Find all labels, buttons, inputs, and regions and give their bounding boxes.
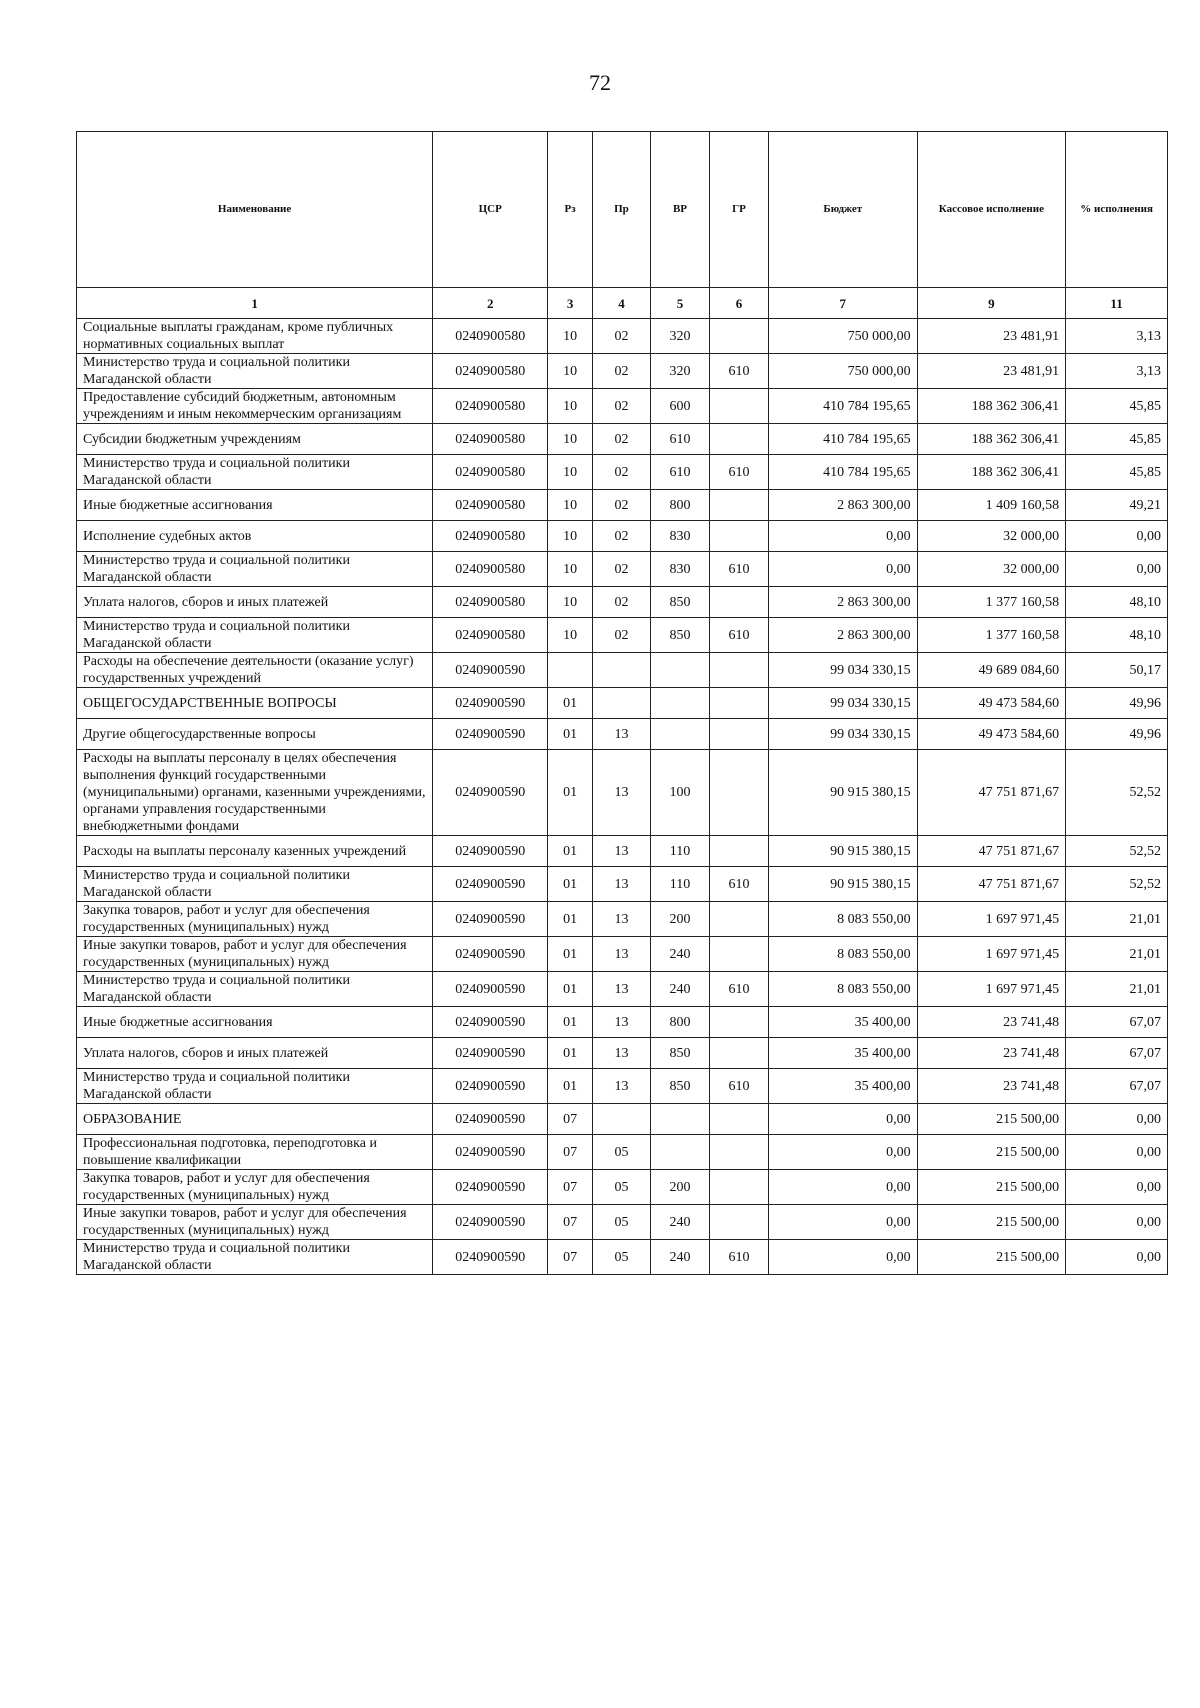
row-pr: 05 — [592, 1205, 650, 1240]
table-body — [77, 319, 1168, 1275]
row-csr: 0240900590 — [433, 1205, 548, 1240]
row-pct: 0,00 — [1066, 552, 1168, 587]
row-pr: 05 — [592, 1170, 650, 1205]
row-gr — [709, 653, 768, 688]
row-pr: 13 — [592, 902, 650, 937]
header-rz: Рз — [548, 132, 593, 288]
row-rz: 01 — [548, 1069, 593, 1104]
row-pr: 05 — [592, 1240, 650, 1275]
header-gr: ГР — [709, 132, 768, 288]
row-name: Расходы на выплаты персоналу казенных учреждений — [77, 836, 433, 867]
header-pct: % исполнения — [1066, 132, 1168, 288]
header-name: Наименование — [77, 132, 433, 288]
row-pr: 13 — [592, 972, 650, 1007]
row-name: ОБЩЕГОСУДАРСТВЕННЫЕ ВОПРОСЫ — [77, 688, 433, 719]
row-budget: 35 400,00 — [769, 1069, 918, 1104]
row-pct: 0,00 — [1066, 1104, 1168, 1135]
row-rz: 10 — [548, 490, 593, 521]
row-vr — [650, 653, 709, 688]
row-pr — [592, 653, 650, 688]
column-number: 5 — [650, 288, 709, 319]
row-vr: 240 — [650, 937, 709, 972]
row-gr: 610 — [709, 552, 768, 587]
table-row — [77, 688, 1168, 719]
row-cash: 23 741,48 — [917, 1038, 1066, 1069]
row-pr — [592, 688, 650, 719]
row-name: Субсидии бюджетным учреждениям — [77, 424, 433, 455]
row-rz: 10 — [548, 319, 593, 354]
row-rz: 01 — [548, 972, 593, 1007]
row-vr: 850 — [650, 587, 709, 618]
row-name: Закупка товаров, работ и услуг для обеспечения государственных (муниципальных) нужд — [77, 1170, 433, 1205]
row-rz: 01 — [548, 688, 593, 719]
row-csr: 0240900580 — [433, 587, 548, 618]
row-rz: 10 — [548, 424, 593, 455]
row-vr: 110 — [650, 867, 709, 902]
row-name: Министерство труда и социальной политики Магаданской области — [77, 1069, 433, 1104]
row-csr: 0240900590 — [433, 836, 548, 867]
row-pr: 02 — [592, 490, 650, 521]
row-rz: 01 — [548, 1007, 593, 1038]
row-vr: 200 — [650, 1170, 709, 1205]
row-pct: 3,13 — [1066, 319, 1168, 354]
table-row — [77, 653, 1168, 688]
row-pct: 45,85 — [1066, 389, 1168, 424]
row-pct: 52,52 — [1066, 750, 1168, 836]
row-pct: 52,52 — [1066, 836, 1168, 867]
row-cash: 49 473 584,60 — [917, 719, 1066, 750]
row-vr: 800 — [650, 490, 709, 521]
row-csr: 0240900590 — [433, 937, 548, 972]
row-budget: 2 863 300,00 — [769, 618, 918, 653]
table-row — [77, 1135, 1168, 1170]
row-vr: 850 — [650, 618, 709, 653]
row-pr: 02 — [592, 319, 650, 354]
row-cash: 1 697 971,45 — [917, 902, 1066, 937]
row-csr: 0240900590 — [433, 1135, 548, 1170]
row-pct: 3,13 — [1066, 354, 1168, 389]
header-budget: Бюджет — [769, 132, 918, 288]
row-name: Уплата налогов, сборов и иных платежей — [77, 1038, 433, 1069]
row-budget: 0,00 — [769, 1104, 918, 1135]
row-vr: 240 — [650, 972, 709, 1007]
row-gr — [709, 587, 768, 618]
row-rz: 01 — [548, 836, 593, 867]
row-gr: 610 — [709, 455, 768, 490]
table-row — [77, 972, 1168, 1007]
header-vr: ВР — [650, 132, 709, 288]
row-rz: 01 — [548, 719, 593, 750]
row-budget: 90 915 380,15 — [769, 836, 918, 867]
row-budget: 0,00 — [769, 521, 918, 552]
row-name: Расходы на выплаты персоналу в целях обеспечения выполнения функций государственными (муниципальными) органами, казенными учреждениями, органами управления государственными внебюджетными фондами — [77, 750, 433, 836]
row-vr: 600 — [650, 389, 709, 424]
row-pct: 49,96 — [1066, 688, 1168, 719]
row-cash: 188 362 306,41 — [917, 455, 1066, 490]
row-gr — [709, 750, 768, 836]
row-budget: 750 000,00 — [769, 319, 918, 354]
row-budget: 0,00 — [769, 1240, 918, 1275]
row-budget: 0,00 — [769, 1205, 918, 1240]
row-pr: 05 — [592, 1135, 650, 1170]
row-cash: 47 751 871,67 — [917, 750, 1066, 836]
row-rz: 10 — [548, 521, 593, 552]
row-budget: 0,00 — [769, 1170, 918, 1205]
row-vr — [650, 719, 709, 750]
row-pr: 13 — [592, 1007, 650, 1038]
page-number: 72 — [589, 70, 611, 95]
table-row — [77, 867, 1168, 902]
row-cash: 23 481,91 — [917, 319, 1066, 354]
table-row — [77, 1007, 1168, 1038]
row-name: Министерство труда и социальной политики Магаданской области — [77, 1240, 433, 1275]
row-cash: 1 697 971,45 — [917, 937, 1066, 972]
row-gr: 610 — [709, 1240, 768, 1275]
header-csr: ЦСР — [433, 132, 548, 288]
row-gr — [709, 836, 768, 867]
table-row — [77, 937, 1168, 972]
row-csr: 0240900590 — [433, 688, 548, 719]
row-cash: 215 500,00 — [917, 1240, 1066, 1275]
row-gr — [709, 1135, 768, 1170]
row-rz: 01 — [548, 902, 593, 937]
table-row — [77, 1170, 1168, 1205]
row-pct: 21,01 — [1066, 937, 1168, 972]
row-name: Предоставление субсидий бюджетным, автономным учреждениям и иным некоммерческим организациям — [77, 389, 433, 424]
row-vr — [650, 1104, 709, 1135]
row-gr: 610 — [709, 1069, 768, 1104]
row-cash: 215 500,00 — [917, 1104, 1066, 1135]
row-cash: 49 689 084,60 — [917, 653, 1066, 688]
row-pr: 13 — [592, 867, 650, 902]
row-csr: 0240900590 — [433, 1007, 548, 1038]
header-cash: Кассовое исполнение — [917, 132, 1066, 288]
row-rz: 10 — [548, 455, 593, 490]
row-rz — [548, 653, 593, 688]
row-cash: 23 481,91 — [917, 354, 1066, 389]
row-name: ОБРАЗОВАНИЕ — [77, 1104, 433, 1135]
row-name: Министерство труда и социальной политики Магаданской области — [77, 867, 433, 902]
column-number: 2 — [433, 288, 548, 319]
table-row — [77, 1205, 1168, 1240]
row-vr: 320 — [650, 354, 709, 389]
row-pct: 49,96 — [1066, 719, 1168, 750]
row-gr — [709, 1170, 768, 1205]
row-vr: 800 — [650, 1007, 709, 1038]
row-vr: 610 — [650, 424, 709, 455]
row-pr: 13 — [592, 836, 650, 867]
row-gr — [709, 1007, 768, 1038]
row-cash: 1 409 160,58 — [917, 490, 1066, 521]
table-row — [77, 1104, 1168, 1135]
row-pr: 13 — [592, 719, 650, 750]
table-row — [77, 902, 1168, 937]
table-row — [77, 354, 1168, 389]
row-budget: 99 034 330,15 — [769, 688, 918, 719]
row-csr: 0240900590 — [433, 972, 548, 1007]
row-gr — [709, 490, 768, 521]
row-pr: 13 — [592, 937, 650, 972]
row-name: Закупка товаров, работ и услуг для обеспечения государственных (муниципальных) нужд — [77, 902, 433, 937]
row-csr: 0240900590 — [433, 1170, 548, 1205]
row-gr — [709, 688, 768, 719]
row-rz: 07 — [548, 1170, 593, 1205]
row-vr: 100 — [650, 750, 709, 836]
row-pr: 02 — [592, 552, 650, 587]
row-budget: 0,00 — [769, 1135, 918, 1170]
table-row — [77, 521, 1168, 552]
row-name: Иные закупки товаров, работ и услуг для обеспечения государственных (муниципальных) нужд — [77, 1205, 433, 1240]
row-gr — [709, 902, 768, 937]
row-cash: 215 500,00 — [917, 1135, 1066, 1170]
row-name: Уплата налогов, сборов и иных платежей — [77, 587, 433, 618]
row-name: Министерство труда и социальной политики Магаданской области — [77, 354, 433, 389]
row-cash: 23 741,48 — [917, 1069, 1066, 1104]
row-gr: 610 — [709, 867, 768, 902]
column-number: 4 — [592, 288, 650, 319]
row-name: Социальные выплаты гражданам, кроме публичных нормативных социальных выплат — [77, 319, 433, 354]
table-row — [77, 552, 1168, 587]
row-pr: 02 — [592, 354, 650, 389]
row-pct: 67,07 — [1066, 1069, 1168, 1104]
row-gr — [709, 1104, 768, 1135]
row-pct: 67,07 — [1066, 1007, 1168, 1038]
table-row — [77, 455, 1168, 490]
table-row — [77, 319, 1168, 354]
row-cash: 1 697 971,45 — [917, 972, 1066, 1007]
row-pr: 02 — [592, 455, 650, 490]
row-name: Министерство труда и социальной политики Магаданской области — [77, 972, 433, 1007]
row-name: Иные бюджетные ассигнования — [77, 1007, 433, 1038]
row-rz: 10 — [548, 354, 593, 389]
row-csr: 0240900580 — [433, 552, 548, 587]
row-csr: 0240900580 — [433, 490, 548, 521]
row-csr: 0240900590 — [433, 1240, 548, 1275]
row-rz: 10 — [548, 587, 593, 618]
row-budget: 410 784 195,65 — [769, 389, 918, 424]
table-row — [77, 1240, 1168, 1275]
row-vr: 610 — [650, 455, 709, 490]
row-rz: 07 — [548, 1205, 593, 1240]
header-pr: Пр — [592, 132, 650, 288]
column-number: 7 — [769, 288, 918, 319]
row-name: Министерство труда и социальной политики Магаданской области — [77, 618, 433, 653]
row-budget: 2 863 300,00 — [769, 587, 918, 618]
table-row — [77, 1038, 1168, 1069]
table-row — [77, 587, 1168, 618]
row-rz: 07 — [548, 1240, 593, 1275]
row-cash: 32 000,00 — [917, 521, 1066, 552]
row-gr — [709, 319, 768, 354]
row-csr: 0240900580 — [433, 354, 548, 389]
row-vr — [650, 688, 709, 719]
row-pr: 02 — [592, 587, 650, 618]
row-name: Министерство труда и социальной политики Магаданской области — [77, 455, 433, 490]
header-row — [77, 132, 1168, 288]
row-pr: 02 — [592, 618, 650, 653]
row-name: Иные бюджетные ассигнования — [77, 490, 433, 521]
row-rz: 10 — [548, 552, 593, 587]
row-pr — [592, 1104, 650, 1135]
row-rz: 01 — [548, 937, 593, 972]
row-budget: 750 000,00 — [769, 354, 918, 389]
row-budget: 99 034 330,15 — [769, 719, 918, 750]
row-pr: 02 — [592, 521, 650, 552]
row-csr: 0240900590 — [433, 1069, 548, 1104]
row-csr: 0240900590 — [433, 653, 548, 688]
row-cash: 47 751 871,67 — [917, 836, 1066, 867]
row-pct: 50,17 — [1066, 653, 1168, 688]
column-number-row — [77, 288, 1168, 319]
row-budget: 35 400,00 — [769, 1007, 918, 1038]
column-number: 9 — [917, 288, 1066, 319]
row-cash: 188 362 306,41 — [917, 424, 1066, 455]
row-vr: 240 — [650, 1240, 709, 1275]
row-pct: 45,85 — [1066, 424, 1168, 455]
row-csr: 0240900590 — [433, 902, 548, 937]
row-vr: 200 — [650, 902, 709, 937]
row-pct: 21,01 — [1066, 902, 1168, 937]
row-csr: 0240900580 — [433, 455, 548, 490]
table-row — [77, 719, 1168, 750]
row-vr: 320 — [650, 319, 709, 354]
row-rz: 01 — [548, 750, 593, 836]
column-number: 6 — [709, 288, 768, 319]
row-pct: 0,00 — [1066, 1240, 1168, 1275]
row-pct: 52,52 — [1066, 867, 1168, 902]
row-budget: 90 915 380,15 — [769, 750, 918, 836]
row-csr: 0240900590 — [433, 1038, 548, 1069]
row-name: Исполнение судебных актов — [77, 521, 433, 552]
row-vr: 850 — [650, 1038, 709, 1069]
table-row — [77, 389, 1168, 424]
row-vr: 110 — [650, 836, 709, 867]
row-pct: 48,10 — [1066, 618, 1168, 653]
row-budget: 8 083 550,00 — [769, 937, 918, 972]
row-rz: 10 — [548, 389, 593, 424]
row-csr: 0240900580 — [433, 389, 548, 424]
row-name: Расходы на обеспечение деятельности (оказание услуг) государственных учреждений — [77, 653, 433, 688]
row-name: Иные закупки товаров, работ и услуг для обеспечения государственных (муниципальных) нужд — [77, 937, 433, 972]
row-pct: 21,01 — [1066, 972, 1168, 1007]
row-cash: 23 741,48 — [917, 1007, 1066, 1038]
row-vr: 830 — [650, 552, 709, 587]
row-csr: 0240900580 — [433, 521, 548, 552]
row-pct: 45,85 — [1066, 455, 1168, 490]
budget-execution-table — [76, 131, 1168, 1275]
row-csr: 0240900590 — [433, 750, 548, 836]
column-number: 3 — [548, 288, 593, 319]
row-pr: 02 — [592, 389, 650, 424]
row-budget: 410 784 195,65 — [769, 424, 918, 455]
table-row — [77, 1069, 1168, 1104]
table-row — [77, 750, 1168, 836]
row-gr — [709, 389, 768, 424]
row-budget: 99 034 330,15 — [769, 653, 918, 688]
row-pct: 0,00 — [1066, 521, 1168, 552]
row-name: Министерство труда и социальной политики Магаданской области — [77, 552, 433, 587]
row-budget: 8 083 550,00 — [769, 902, 918, 937]
row-pct: 0,00 — [1066, 1135, 1168, 1170]
row-gr — [709, 424, 768, 455]
row-name: Другие общегосударственные вопросы — [77, 719, 433, 750]
row-rz: 07 — [548, 1135, 593, 1170]
row-csr: 0240900590 — [433, 719, 548, 750]
row-cash: 1 377 160,58 — [917, 618, 1066, 653]
row-pct: 0,00 — [1066, 1170, 1168, 1205]
row-cash: 215 500,00 — [917, 1205, 1066, 1240]
row-budget: 2 863 300,00 — [769, 490, 918, 521]
row-gr — [709, 521, 768, 552]
column-number: 1 — [77, 288, 433, 319]
row-vr: 850 — [650, 1069, 709, 1104]
row-csr: 0240900580 — [433, 319, 548, 354]
row-cash: 215 500,00 — [917, 1170, 1066, 1205]
row-budget: 0,00 — [769, 552, 918, 587]
row-csr: 0240900580 — [433, 424, 548, 455]
row-pct: 0,00 — [1066, 1205, 1168, 1240]
row-rz: 01 — [548, 1038, 593, 1069]
row-gr: 610 — [709, 972, 768, 1007]
row-budget: 90 915 380,15 — [769, 867, 918, 902]
row-gr — [709, 719, 768, 750]
row-pr: 13 — [592, 1038, 650, 1069]
row-pct: 49,21 — [1066, 490, 1168, 521]
row-cash: 1 377 160,58 — [917, 587, 1066, 618]
row-rz: 10 — [548, 618, 593, 653]
row-pr: 13 — [592, 1069, 650, 1104]
row-vr: 240 — [650, 1205, 709, 1240]
row-cash: 49 473 584,60 — [917, 688, 1066, 719]
row-budget: 410 784 195,65 — [769, 455, 918, 490]
row-budget: 35 400,00 — [769, 1038, 918, 1069]
row-cash: 32 000,00 — [917, 552, 1066, 587]
row-rz: 01 — [548, 867, 593, 902]
column-number: 11 — [1066, 288, 1168, 319]
row-gr: 610 — [709, 618, 768, 653]
row-gr — [709, 937, 768, 972]
table-row — [77, 424, 1168, 455]
row-pr: 02 — [592, 424, 650, 455]
row-vr: 830 — [650, 521, 709, 552]
row-pct: 48,10 — [1066, 587, 1168, 618]
row-csr: 0240900580 — [433, 618, 548, 653]
row-pct: 67,07 — [1066, 1038, 1168, 1069]
row-gr — [709, 1205, 768, 1240]
row-cash: 188 362 306,41 — [917, 389, 1066, 424]
row-pr: 13 — [592, 750, 650, 836]
row-csr: 0240900590 — [433, 867, 548, 902]
row-rz: 07 — [548, 1104, 593, 1135]
row-cash: 47 751 871,67 — [917, 867, 1066, 902]
table-row — [77, 490, 1168, 521]
row-name: Профессиональная подготовка, переподготовка и повышение квалификации — [77, 1135, 433, 1170]
row-csr: 0240900590 — [433, 1104, 548, 1135]
table-row — [77, 618, 1168, 653]
row-gr — [709, 1038, 768, 1069]
row-budget: 8 083 550,00 — [769, 972, 918, 1007]
row-gr: 610 — [709, 354, 768, 389]
row-vr — [650, 1135, 709, 1170]
table-row — [77, 836, 1168, 867]
